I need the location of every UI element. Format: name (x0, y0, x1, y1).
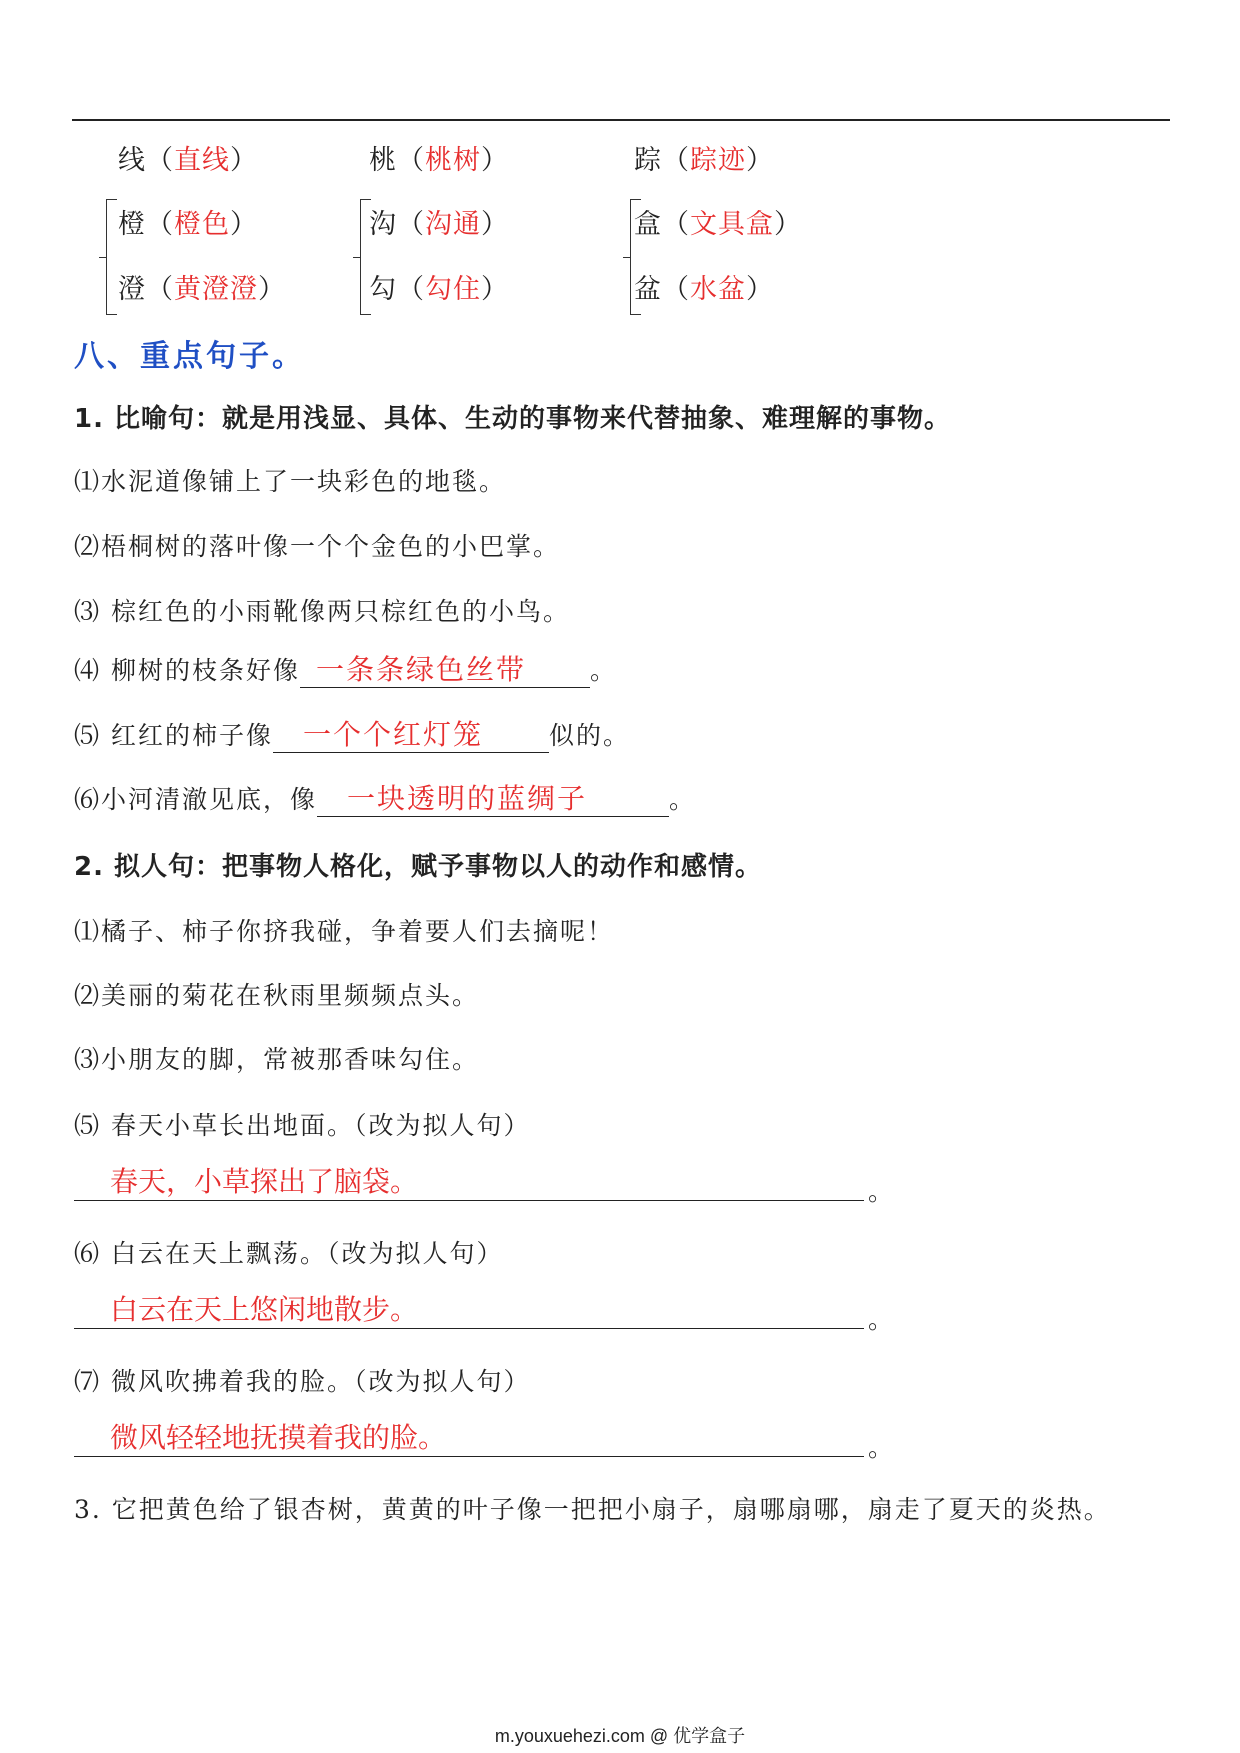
rewrite-question: ⑹ 白云在天上飘荡。（改为拟人句） (74, 1239, 504, 1268)
sentence: ⑵梧桐树的落叶像一个个金色的小巴掌。 (74, 532, 561, 561)
word-item: 澄（黄澄澄） (118, 274, 286, 305)
word-item: 踪（踪迹） (634, 145, 774, 176)
simile-title: 1. 比喻句：就是用浅显、具体、生动的事物来代替抽象、难理解的事物。 (74, 404, 952, 434)
end-mark: 。 (868, 1305, 894, 1334)
word-item: 线（直线） (118, 145, 258, 176)
group-bracket (106, 199, 117, 315)
section-title: 八、重点句子。 (74, 339, 305, 374)
word-item: 盒（文具盒） (634, 209, 802, 240)
sentence: ⑶ 棕红色的小雨靴像两只棕红色的小鸟。 (74, 597, 570, 626)
end-mark: 。 (868, 1433, 894, 1462)
fill-sentence: ⑷ 柳树的枝条好像 一条条绿色丝带 。 (74, 653, 617, 686)
answer-line[interactable]: 春天，小草探出了脑袋。 (74, 1164, 864, 1201)
answer-blank[interactable]: 一块透明的蓝绸子 (317, 782, 669, 817)
answer-blank[interactable]: 一条条绿色丝带 (300, 653, 590, 688)
word-item: 沟（沟通） (369, 209, 509, 240)
sentence: ⑵美丽的菊花在秋雨里频频点头。 (74, 981, 480, 1010)
answer-line[interactable]: 白云在天上悠闲地散步。 (74, 1292, 864, 1329)
footer-watermark: m.youxuehezi.com @ 优学盒子 (494, 1726, 746, 1746)
word-item: 橙（橙色） (118, 209, 258, 240)
word-item: 盆（水盆） (634, 274, 774, 305)
sentence: ⑶小朋友的脚，常被那香味勾住。 (74, 1045, 480, 1074)
sentence: ⑴水泥道像铺上了一块彩色的地毯。 (74, 467, 507, 496)
word-item: 桃（桃树） (369, 145, 509, 176)
sentence: 3. 它把黄色给了银杏树，黄黄的叶子像一把把小扇子，扇哪扇哪，扇走了夏天的炎热。 (74, 1495, 1111, 1524)
sentence: ⑴橘子、柿子你挤我碰，争着要人们去摘呢！ (74, 917, 615, 946)
word-item: 勾（勾住） (369, 274, 509, 305)
fill-sentence: ⑹小河清澈见底，像 一块透明的蓝绸子 。 (74, 782, 697, 815)
top-rule (72, 119, 1170, 121)
end-mark: 。 (868, 1177, 894, 1206)
personification-title: 2. 拟人句：把事物人格化，赋予事物以人的动作和感情。 (74, 852, 763, 882)
rewrite-question: ⑺ 微风吹拂着我的脸。（改为拟人句） (74, 1367, 531, 1396)
answer-blank[interactable]: 一个个红灯笼 (273, 718, 549, 753)
fill-sentence: ⑸ 红红的柿子像 一个个红灯笼 似的。 (74, 718, 630, 751)
answer-line[interactable]: 微风轻轻地抚摸着我的脸。 (74, 1420, 864, 1457)
rewrite-question: ⑸ 春天小草长出地面。（改为拟人句） (74, 1111, 531, 1140)
